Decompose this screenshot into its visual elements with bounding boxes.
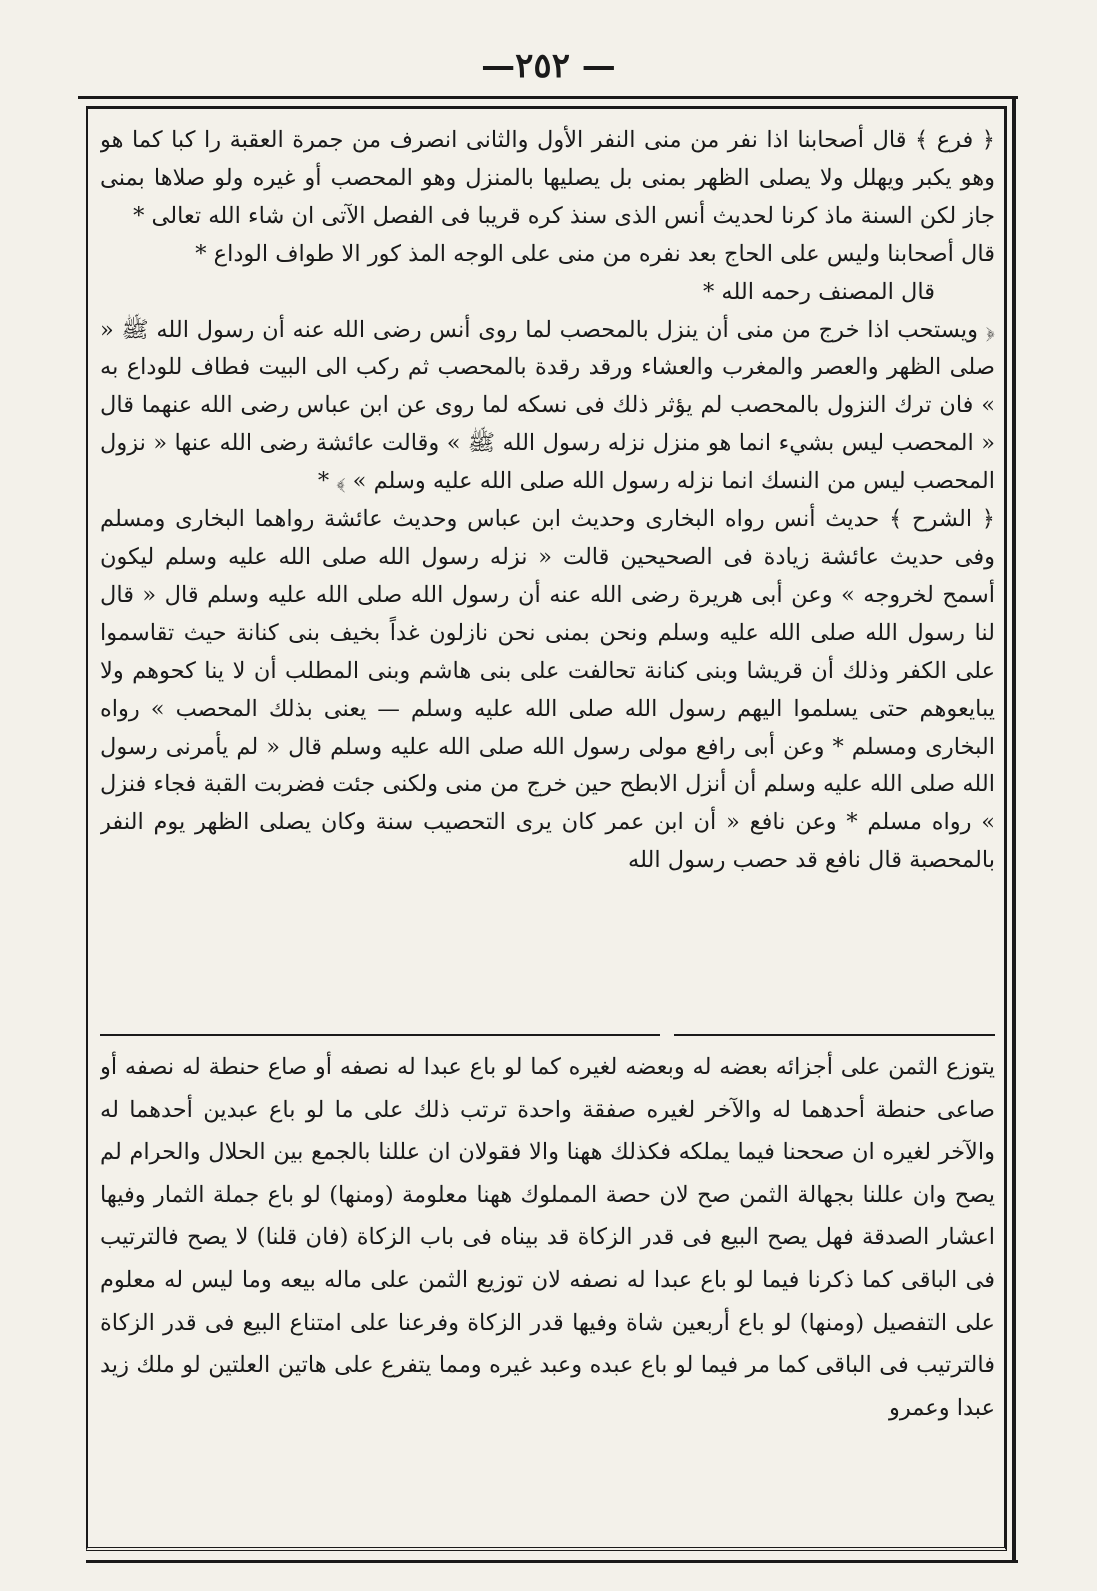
separator-gap [660, 1030, 674, 1038]
footnote-text [100, 1046, 995, 1536]
frame-bottom-rule [86, 1560, 1018, 1564]
footnote-paragraph: يتوزع الثمن على أجزائه بعضه له وبعضه لغيره كما لو باع عبدا له نصفه أو صاع حنطة له نصفه أو صاعى حنطة أحدهما له والآخر لغيره صفقة واحدة ترتب ذلك على ما لو باع عبدين أحدهما له والآخر لغيره ان صححنا فيما يملكه فكذلك ههنا والا فقولان ان عللنا بالجمع بين الحلال والحرام لم يصح وان عللنا بجهالة الثمن صح لان حصة المملوك ههنا معلومة (ومنها) لو باع جملة الثمار وفيها اعشار الصدقة فهل يصح البيع فى قدر الزكاة قد بيناه فى باب الزكاة (فان قلنا) لا يصح فالترتيب فى الباقى كما ذكرنا فيما لو باع عبدا له نصفه لان توزيع الثمن على ماله بيعه وما ليس له معلوم على التفصيل (ومنها) لو باع أربعين شاة وفيها قدر الزكاة وفرعنا على امتناع البيع فى قدر الزكاة فالترتيب فى الباقى كما مر فيما لو باع عبده وعبد غيره ومما يتفرع على هاتين العلتين لو ملك زيد عبدا وعمرو [100, 1054, 995, 1421]
paragraph-companions: قال أصحابنا وليس على الحاج بعد نفره من منى على الوجه المذ كور الا طواف الوداع * [195, 240, 995, 267]
frame-top-rule [78, 96, 1018, 102]
main-text [100, 122, 995, 1034]
page-number: — ٢٥٢— [481, 46, 616, 86]
footnote-separator [100, 1034, 995, 1036]
paragraph-far: ﴿ فرع ﴾ قال أصحابنا اذا نفر من منى النفر الأول والثانى انصرف من جمرة العقبة را كبا كما هو وهو يكبر ويهلل ولا يصلى الظهر بمنى بل يصليها بالمنزل وهو المحصب أو غيره ولو صلاها بمنى جاز لكن السنة ماذ كرنا لحديث أنس الذى سنذ كره قريبا فى الفصل الآتى ان شاء الله تعالى * [100, 127, 995, 229]
paragraph-sharh: ﴿ الشرح ﴾ حديث أنس رواه البخارى وحديث ابن عباس وحديث عائشة رواهما البخارى ومسلم وفى حديث عائشة زيادة فى الصحيحين قالت « نزله رسول الله صلى الله عليه وسلم ليكون أسمح لخروجه » وعن أبى هريرة رضى الله عنه أن رسول الله صلى الله عليه وسلم قال « قال لنا رسول الله صلى الله عليه وسلم ونحن بمنى نحن نازلون غداً بخيف بنى كنانة حيث تقاسموا على الكفر وذلك أن قريشا وبنى كنانة تحالفت على بنى هاشم وبنى المطلب أن لا ينا كحوهم ولا يبايعوهم حتى يسلموا اليهم رسول الله صلى الله عليه وسلم — يعنى بذلك المحصب » رواه البخارى ومسلم * وعن أبى رافع مولى رسول الله صلى الله عليه وسلم قال « لم يأمرنى رسول الله صلى الله عليه وسلم أن أنزل الابطح حين خرج من منى ولكنى جئت فضربت القبة فجاء فنزل » رواه مسلم * وعن نافع « أن ابن عمر كان يرى التحصيب سنة وكان يصلى الظهر يوم النفر بالمحصبة قال نافع قد حصب رسول الله [100, 506, 995, 874]
frame-right-rule [1010, 98, 1016, 1560]
paragraph-muhassab: ﴿ ويستحب اذا خرج من منى أن ينزل بالمحصب لما روى أنس رضى الله عنه أن رسول الله ﷺ « صلى الظهر والعصر والمغرب والعشاء ورقد رقدة بالمحصب ثم ركب الى البيت فطاف للوداع به » فان ترك النزول بالمحصب لم يؤثر ذلك فى نسكه لما روى عن ابن عباس رضى الله عنهما قال « المحصب ليس بشيء انما هو منزل نزله رسول الله ﷺ » وقالت عائشة رضى الله عنها « نزول المحصب ليس من النسك انما نزله رسول الله صلى الله عليه وسلم » ﴾ * [100, 316, 995, 495]
paragraph-author-said: قال المصنف رحمه الله * [703, 278, 935, 305]
